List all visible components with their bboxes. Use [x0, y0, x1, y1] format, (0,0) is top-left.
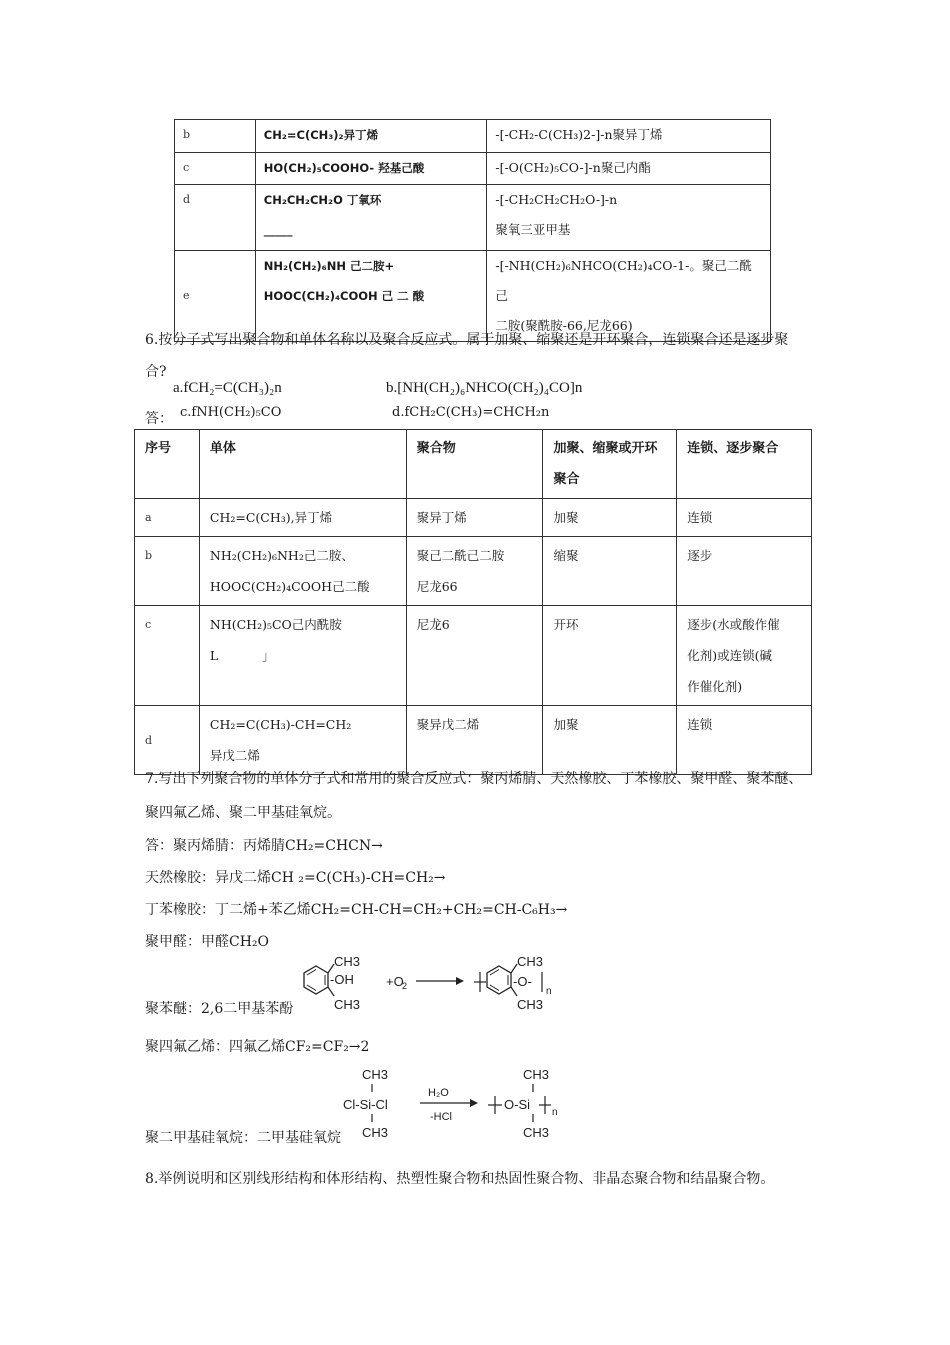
arrow-head: [456, 977, 464, 985]
header-index: 序号: [135, 430, 200, 499]
polymer-table-1: [174, 119, 771, 342]
row-label: a: [135, 499, 200, 537]
question-8: 8.举例说明和区别线形结构和体形结构、热塑性聚合物和热固性聚合物、非晶态聚合物和结晶聚合物。: [145, 1171, 775, 1187]
mode-cell: [677, 606, 812, 706]
question-7-line-2: 聚四氟乙烯、聚二甲基硅氧烷。: [145, 805, 341, 821]
p-ch3-bottom: CH3: [517, 997, 544, 1012]
formula-b: b.[NH(CH₂)₆NHCO(CH₂)₄CO]n: [386, 380, 583, 396]
ch3-bottom: CH3: [334, 997, 361, 1012]
header-type: [543, 430, 677, 499]
polymer-table-2: [134, 429, 812, 775]
monomer-line: CH₂=C(CH₃)-CH=CH₂: [209, 717, 352, 732]
table-row: [175, 251, 771, 342]
benzene-ring: [304, 966, 328, 994]
answer-polyoxymethylene: 聚甲醛：甲醛CH₂O: [145, 934, 270, 950]
question-6-line-2: 合?: [145, 364, 167, 380]
answer-natural-rubber: 天然橡胶：异戊二烯CH ₂=C(CH₃)-CH=CH₂→: [145, 870, 446, 886]
ch3-bottom: CH3: [362, 1125, 389, 1140]
monomer-line: NH₂(CH₂)₆NH₂己二胺、: [209, 548, 354, 563]
mode-cell: 连锁: [677, 706, 812, 775]
monomer-cell: [199, 537, 406, 606]
repeat-n: n: [552, 1107, 558, 1118]
monomer-cell: HO(CH₂)₅COOHO- 羟基己酸: [255, 153, 487, 185]
row-label: b: [135, 537, 200, 606]
polymer-line: 二胺(聚酰胺-66,尼龙66): [495, 318, 633, 333]
polymer-line: 尼龙66: [416, 579, 458, 594]
mode-line: 逐步(水或酸作催: [687, 617, 780, 632]
header-mode: 连锁、逐步聚合: [677, 430, 812, 499]
header-type-line: 聚合: [553, 472, 580, 487]
formula-a: a.fCH₂=C(CH₃)₂n: [173, 380, 282, 396]
mode-line: 作催化剂): [687, 679, 743, 694]
monomer-line: 异戊二烯: [209, 748, 260, 763]
answer-polyacrylonitrile: 答：聚丙烯腈：丙烯腈CH₂=CHCN→: [145, 838, 383, 854]
monomer-cell: [199, 706, 406, 775]
p-ch3-top: CH3: [517, 954, 544, 969]
polymer-cell: 尼龙6: [406, 606, 543, 706]
polymer-cell: [487, 185, 771, 251]
type-cell: 开环: [543, 606, 677, 706]
monomer-line: NH(CH₂)₅CO己内酰胺: [209, 617, 342, 632]
table-row: [175, 185, 771, 251]
polymer-line: -[-NH(CH₂)₆NHCO(CH₂)₄CO-1-。聚己二酰己: [495, 258, 752, 303]
table-row: [175, 153, 771, 185]
ch3-top: CH3: [334, 954, 361, 969]
polymer-line: 聚己二酰己二胺: [416, 548, 505, 563]
monomer-line: NH₂(CH₂)₆NH 己二胺+: [263, 259, 395, 273]
question-7-line-1: 7.写出下列聚合物的单体分子式和常用的聚合反应式：聚丙烯腈、天然橡胶、丁苯橡胶、聚甲醛、聚苯醚、: [145, 771, 803, 787]
row-label: c: [175, 153, 256, 185]
p-ch3-bottom: CH3: [523, 1125, 550, 1140]
monomer-cell: [255, 251, 487, 342]
question-6-line-1: 6.按分子式写出聚合物和单体名称以及聚合反应式。属于加聚、缩聚还是开环聚合，连锁聚合还是逐步聚: [145, 332, 789, 348]
siloxane-unit: O-Si: [504, 1097, 530, 1112]
type-cell: 加聚: [543, 499, 677, 537]
ppo-reaction-scheme: [296, 950, 586, 1020]
p-ch3-top: CH3: [523, 1067, 550, 1082]
hydroxyl-group: -OH: [330, 972, 354, 987]
answer-ptfe: 聚四氟乙烯：四氟乙烯CF₂=CF₂→2: [145, 1039, 370, 1055]
mode-cell: 逐步: [677, 537, 812, 606]
table-row: [135, 499, 812, 537]
methyl-bond: [328, 987, 334, 996]
table-row: [175, 120, 771, 153]
polymer-cell: -[-O(CH₂)₅CO-]-n聚己内酯: [487, 153, 771, 185]
mode-cell: 连锁: [677, 499, 812, 537]
row-label: d: [135, 706, 200, 775]
table-row: [135, 706, 812, 775]
row-label: d: [175, 185, 256, 251]
polymer-cell: 聚异戊二烯: [406, 706, 543, 775]
header-type-line: 加聚、缩聚或开环: [553, 441, 658, 456]
row-label: b: [175, 120, 256, 153]
dichlorosilane: Cl-Si-Cl: [343, 1097, 388, 1112]
repeat-n: n: [546, 986, 552, 997]
polymer-line: -[-CH₂CH₂CH₂O-]-n: [495, 192, 618, 207]
monomer-cell: [199, 606, 406, 706]
siloxane-reaction-scheme: [340, 1062, 570, 1144]
arrow-head: [470, 1099, 478, 1107]
type-cell: 缩聚: [543, 537, 677, 606]
monomer-line: HOOC(CH₂)₄COOH己二酸: [209, 579, 370, 594]
header-monomer: 单体: [199, 430, 406, 499]
polymer-cell: [406, 537, 543, 606]
oxygen-reagent: +O: [386, 974, 404, 989]
row-label: c: [135, 606, 200, 706]
formula-c: c.fNH(CH₂)₅CO: [180, 405, 282, 420]
mode-line: 化剂)或连锁(碱: [687, 648, 772, 663]
monomer-line: CH₂CH₂CH₂O 丁氧环: [263, 193, 382, 207]
monomer-cell: [255, 185, 487, 251]
ch3-top: CH3: [362, 1067, 389, 1082]
answer-pdms: 聚二甲基硅氧烷：二甲基硅氧烷: [145, 1130, 341, 1146]
table-row: [135, 606, 812, 706]
polymer-cell: [487, 251, 771, 342]
answer-label: 答：: [145, 411, 173, 427]
monomer-line: _____: [263, 223, 293, 237]
answer-sbr: 丁苯橡胶：丁二烯+苯乙烯CH₂=CH-CH=CH₂+CH₂=CH-C₆H₃→: [145, 902, 568, 918]
polymer-cell: -[-CH₂-C(CH₃)2-]-n聚异丁烯: [487, 120, 771, 153]
benzene-ring: [487, 966, 511, 994]
water-reagent: H₂O: [428, 1087, 449, 1099]
formula-d: d.fCH₂C(CH₃)=CHCH₂n: [392, 405, 550, 420]
row-label: e: [175, 251, 256, 342]
header-polymer: 聚合物: [406, 430, 543, 499]
polymer-cell: 聚异丁烯: [406, 499, 543, 537]
monomer-line: L 」: [209, 648, 275, 663]
polymer-line: 聚氧三亚甲基: [495, 222, 571, 237]
answer-ppo: 聚苯醚：2,6二甲基苯酚: [145, 1001, 294, 1017]
table-header-row: [135, 430, 812, 499]
monomer-line: HOOC(CH₂)₄COOH 己 二 酸: [263, 289, 425, 303]
monomer-cell: CH₂=C(CH₃),异丁烯: [199, 499, 406, 537]
type-cell: 加聚: [543, 706, 677, 775]
monomer-cell: CH₂=C(CH₃)₂异丁烯: [255, 120, 487, 153]
table-row: [135, 537, 812, 606]
oxygen-subscript: 2: [402, 981, 408, 991]
hcl-byproduct: -HCl: [430, 1111, 452, 1123]
ether-link: -O-: [513, 974, 532, 989]
